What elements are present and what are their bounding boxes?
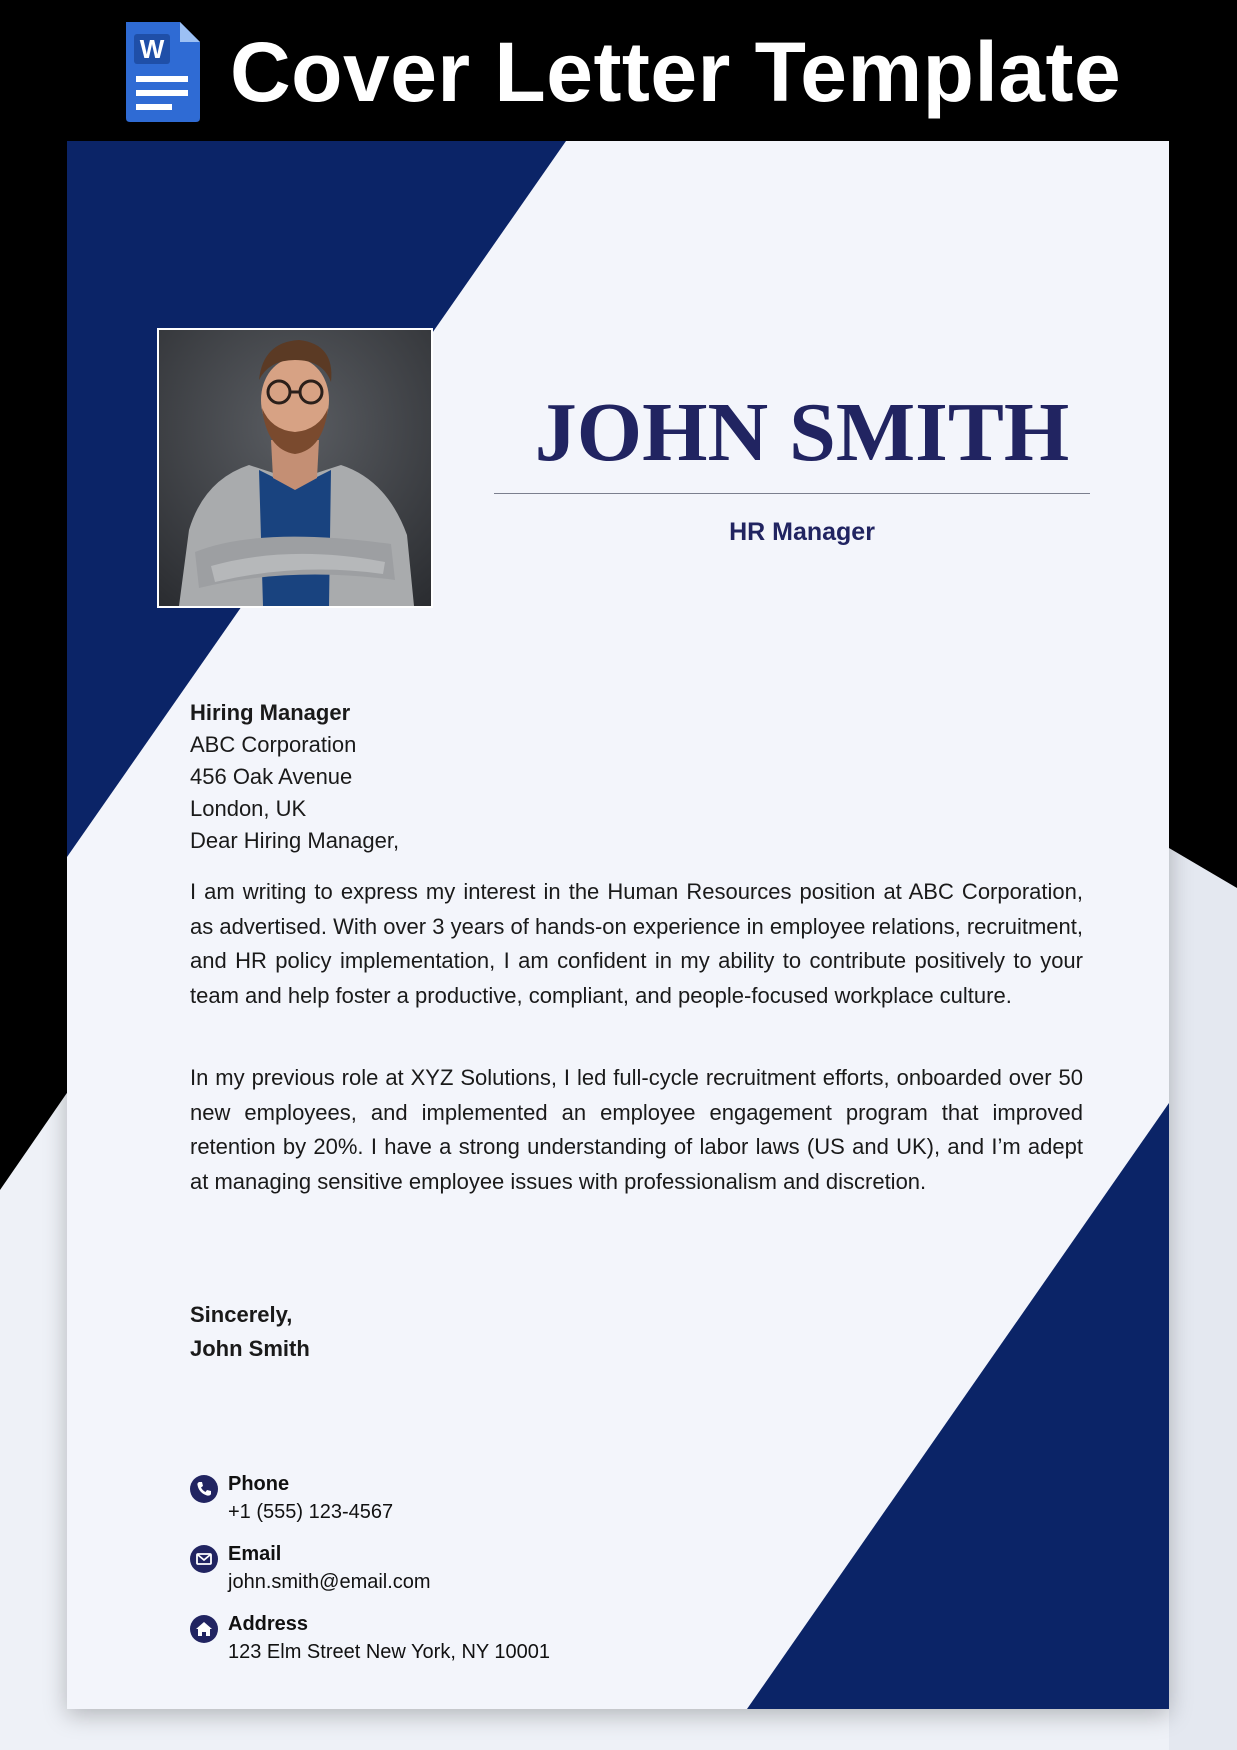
email-icon	[190, 1545, 218, 1573]
salutation: Dear Hiring Manager,	[190, 828, 400, 853]
phone-icon	[190, 1475, 218, 1503]
letter-paragraph-1: I am writing to express my interest in the Human Resources position at ABC Corporation, as advertised. With over 3 years of hands-on experience in employee relations, recruitment, and HR policy implementation, I am confident in my ability to contribute positively to your team and help foster a productive, compliant, and people-focused workplace culture.	[190, 879, 1083, 1008]
cover-letter-page	[67, 141, 1169, 1709]
email-label: Email	[228, 1543, 282, 1565]
applicant-name: JOHN SMITH	[534, 386, 1070, 479]
letter-paragraph-2: In my previous role at XYZ Solutions, I led full-cycle recruitment efforts, onboarded over 50 new employees, and implemented an employee engagement program that improved retention by 20%. I have a strong understanding of labor laws (US and UK), and I’m adept at managing sensitive employee issues with professionalism and discretion.	[190, 1065, 1083, 1194]
recipient-city: London, UK	[190, 796, 307, 821]
recipient-company: ABC Corporation	[190, 732, 357, 757]
header-banner	[0, 0, 1237, 140]
recipient-street: 456 Oak Avenue	[190, 764, 353, 789]
address-label: Address	[228, 1613, 309, 1635]
email-value: john.smith@email.com	[228, 1571, 431, 1593]
profile-photo	[157, 328, 433, 608]
recipient-title: Hiring Manager	[190, 700, 351, 725]
signature-name: John Smith	[190, 1336, 310, 1361]
home-icon	[190, 1615, 218, 1643]
word-document-icon	[122, 18, 204, 124]
word-icon-letter: W	[139, 34, 165, 64]
phone-value: +1 (555) 123-4567	[228, 1501, 394, 1523]
page-title: Cover Letter Template	[230, 25, 1122, 119]
job-title: HR Manager	[729, 518, 875, 546]
closing-block	[190, 1298, 1083, 1366]
phone-label: Phone	[228, 1473, 290, 1495]
recipient-block	[190, 697, 1083, 857]
name-divider	[494, 493, 1090, 494]
closing-phrase: Sincerely,	[190, 1302, 293, 1327]
address-value: 123 Elm Street New York, NY 10001	[228, 1641, 551, 1663]
